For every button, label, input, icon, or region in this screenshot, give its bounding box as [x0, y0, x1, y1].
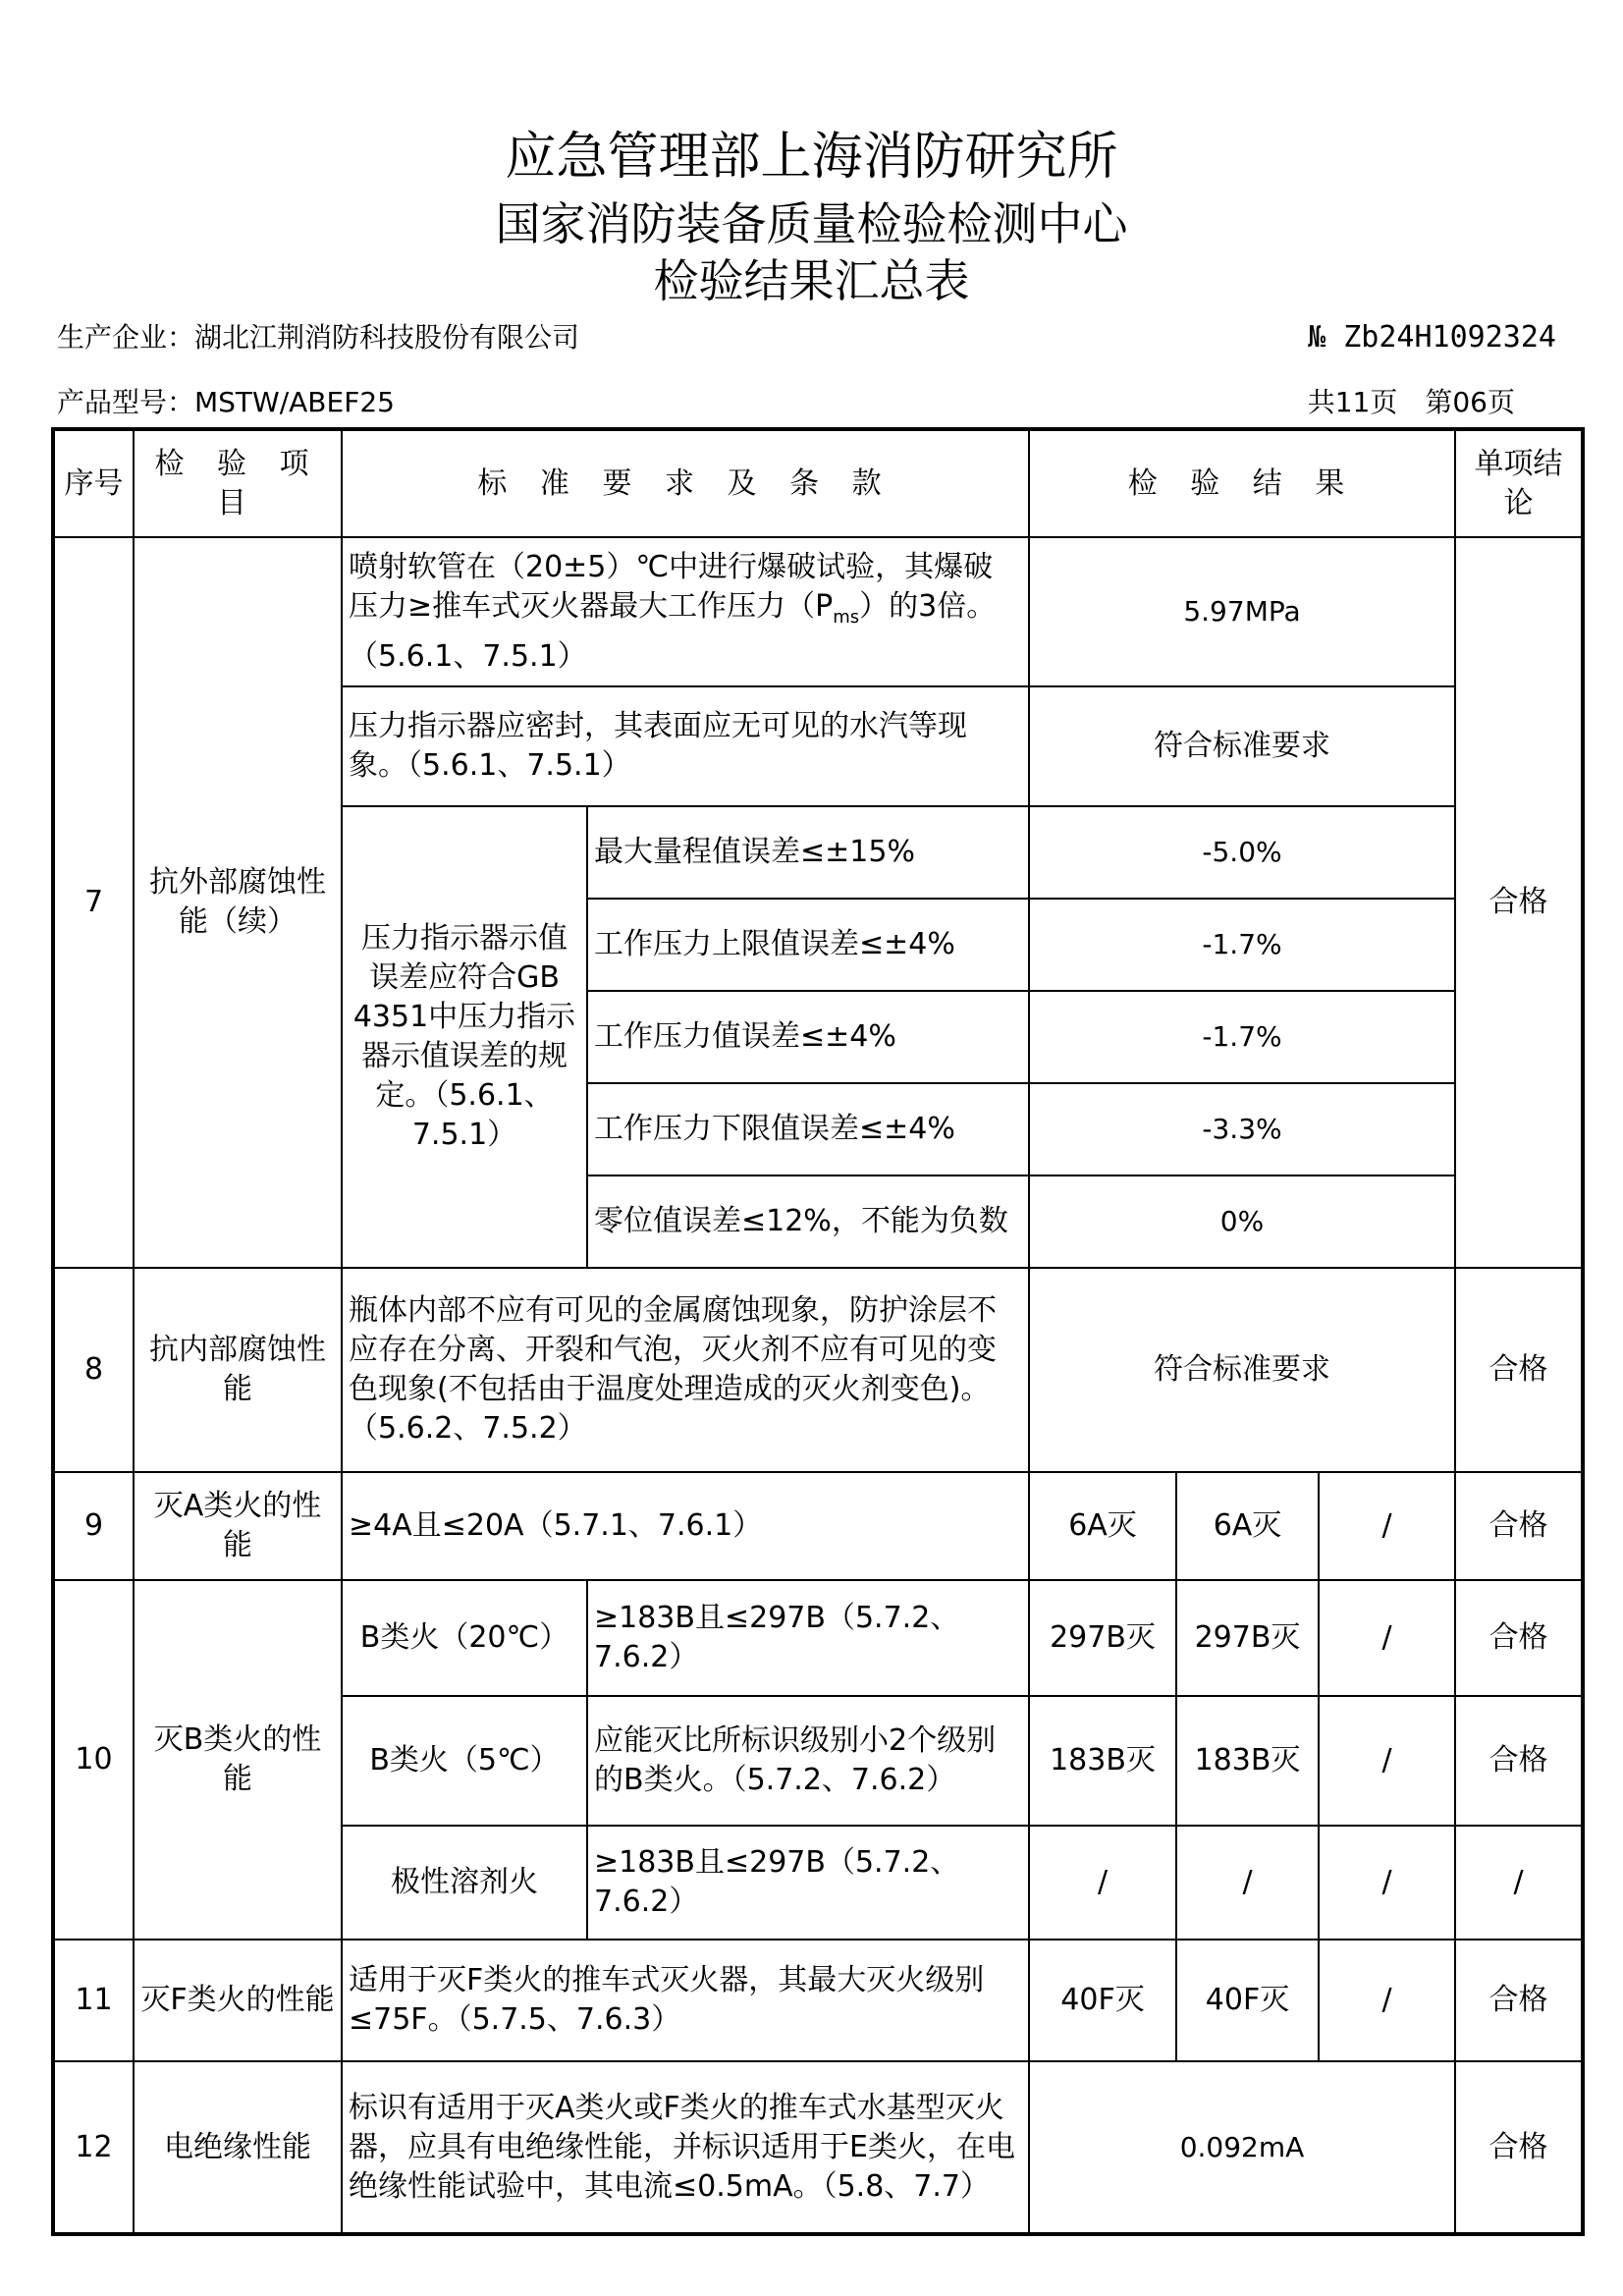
col-verdict: 单项结论	[1455, 429, 1583, 537]
row10-sub-name: B类火（5℃）	[342, 1696, 587, 1826]
row8-seq: 8	[53, 1268, 134, 1472]
row7-sub-requirement: 工作压力上限值误差≤±4%	[587, 899, 1029, 991]
row12-requirement: 标识有适用于灭A类火或F类火的推车式水基型灭火器，应具有电绝缘性能，并标识适用于E类火，在电绝缘性能试验中，其电流≤0.5mA。（5.8、7.7）	[342, 2061, 1029, 2234]
row7-item: 抗外部腐蚀性能（续）	[134, 537, 342, 1268]
row10-sub-result-2: 183B灭	[1176, 1696, 1319, 1826]
row11-requirement: 适用于灭F类火的推车式灭火器，其最大灭火级别≤75F。（5.7.5、7.6.3）	[342, 1940, 1029, 2061]
col-seq: 序号	[53, 429, 134, 537]
row10-sub-verdict: 合格	[1455, 1580, 1583, 1696]
row7-sub-requirement: 工作压力下限值误差≤±4%	[587, 1083, 1029, 1175]
row11-result-1: 40F灭	[1029, 1940, 1176, 2061]
row12-result: 0.092mA	[1029, 2061, 1455, 2234]
row10-item: 灭B类火的性能	[134, 1580, 342, 1940]
row10-sub-result-1: 297B灭	[1029, 1580, 1176, 1696]
report-number: № Zb24H1092324	[1308, 320, 1556, 355]
row8-requirement: 瓶体内部不应有可见的金属腐蚀现象，防护涂层不应存在分离、开裂和气泡，灭火剂不应有可见的变色现象(不包括由于温度处理造成的灭火剂变色)。（5.6.2、7.5.2）	[342, 1268, 1029, 1472]
row8-item: 抗内部腐蚀性能	[134, 1268, 342, 1472]
row12-item: 电绝缘性能	[134, 2061, 342, 2234]
row10-sub-result-2: 297B灭	[1176, 1580, 1319, 1696]
row10-seq: 10	[53, 1580, 134, 1940]
col-requirement: 标 准 要 求 及 条 款	[342, 429, 1029, 537]
title-summary: 检验结果汇总表	[653, 254, 970, 307]
title-center: 国家消防装备质量检验检测中心	[495, 197, 1128, 250]
row7-burst-result: 5.97MPa	[1029, 537, 1455, 686]
row9-requirement: ≥4A且≤20A（5.7.1、7.6.1）	[342, 1472, 1029, 1580]
row7-seal-result: 符合标准要求	[1029, 686, 1455, 806]
row7-sub-result: -3.3%	[1029, 1083, 1455, 1175]
row10-sub-verdict: /	[1455, 1826, 1583, 1940]
row7-sub-requirement: 工作压力值误差≤±4%	[587, 991, 1029, 1083]
table-row	[53, 537, 1583, 686]
row11-result-3: /	[1319, 1940, 1455, 2061]
title-institute: 应急管理部上海消防研究所	[505, 128, 1118, 187]
col-item: 检 验 项 目	[134, 429, 342, 537]
row7-seq: 7	[53, 537, 134, 1268]
row10-sub-result-3: /	[1319, 1580, 1455, 1696]
row7-indicator-group: 压力指示器示值误差应符合GB 4351中压力指示器示值误差的规定。（5.6.1、7.5.1）	[342, 806, 587, 1268]
row10-sub-name: B类火（20℃）	[342, 1580, 587, 1696]
row10-sub-requirement: ≥183B且≤297B（5.7.2、7.6.2）	[587, 1580, 1029, 1696]
row8-result: 符合标准要求	[1029, 1268, 1455, 1472]
row10-sub-result-1: 183B灭	[1029, 1696, 1176, 1826]
row7-seal-requirement: 压力指示器应密封，其表面应无可见的水汽等现象。（5.6.1、7.5.1）	[342, 686, 1029, 806]
row7-verdict: 合格	[1455, 537, 1583, 1268]
row9-verdict: 合格	[1455, 1472, 1583, 1580]
table-row	[53, 1580, 1583, 1696]
results-table	[51, 427, 1585, 2236]
row12-verdict: 合格	[1455, 2061, 1583, 2234]
row8-verdict: 合格	[1455, 1268, 1583, 1472]
table-row	[53, 1268, 1583, 1472]
row7-sub-result: -1.7%	[1029, 991, 1455, 1083]
row10-sub-name: 极性溶剂火	[342, 1826, 587, 1940]
row11-verdict: 合格	[1455, 1940, 1583, 2061]
row11-seq: 11	[53, 1940, 134, 2061]
row9-result-3: /	[1319, 1472, 1455, 1580]
row10-sub-result-1: /	[1029, 1826, 1176, 1940]
table-row	[53, 2061, 1583, 2234]
table-row	[53, 1940, 1583, 2061]
row10-sub-result-2: /	[1176, 1826, 1319, 1940]
product-model: 产品型号：MSTW/ABEF25	[57, 386, 395, 418]
row7-sub-result: 0%	[1029, 1175, 1455, 1268]
row7-sub-requirement: 零位值误差≤12%，不能为负数	[587, 1175, 1029, 1268]
page-count: 共11页 第06页	[1307, 386, 1515, 418]
row9-seq: 9	[53, 1472, 134, 1580]
row10-sub-requirement: ≥183B且≤297B（5.7.2、7.6.2）	[587, 1826, 1029, 1940]
row12-seq: 12	[53, 2061, 134, 2234]
row7-sub-result: -5.0%	[1029, 806, 1455, 899]
row9-result-1: 6A灭	[1029, 1472, 1176, 1580]
row11-item: 灭F类火的性能	[134, 1940, 342, 2061]
table-row	[53, 1472, 1583, 1580]
row10-sub-requirement: 应能灭比所标识级别小2个级别的B类火。（5.7.2、7.6.2）	[587, 1696, 1029, 1826]
row10-sub-verdict: 合格	[1455, 1696, 1583, 1826]
row10-sub-result-3: /	[1319, 1696, 1455, 1826]
row7-burst-requirement: 喷射软管在（20±5）℃中进行爆破试验，其爆破压力≥推车式灭火器最大工作压力$(P_{ms})$的3倍。（5.6.1、7.5.1）	[342, 537, 1029, 686]
row7-sub-requirement: 最大量程值误差≤±15%	[587, 806, 1029, 899]
col-result: 检 验 结 果	[1029, 429, 1455, 537]
row11-result-2: 40F灭	[1176, 1940, 1319, 2061]
table-header	[53, 429, 1583, 537]
row10-sub-result-3: /	[1319, 1826, 1455, 1940]
row7-sub-result: -1.7%	[1029, 899, 1455, 991]
row9-item: 灭A类火的性能	[134, 1472, 342, 1580]
row9-result-2: 6A灭	[1176, 1472, 1319, 1580]
manufacturer: 生产企业：湖北江荆消防科技股份有限公司	[57, 321, 580, 354]
